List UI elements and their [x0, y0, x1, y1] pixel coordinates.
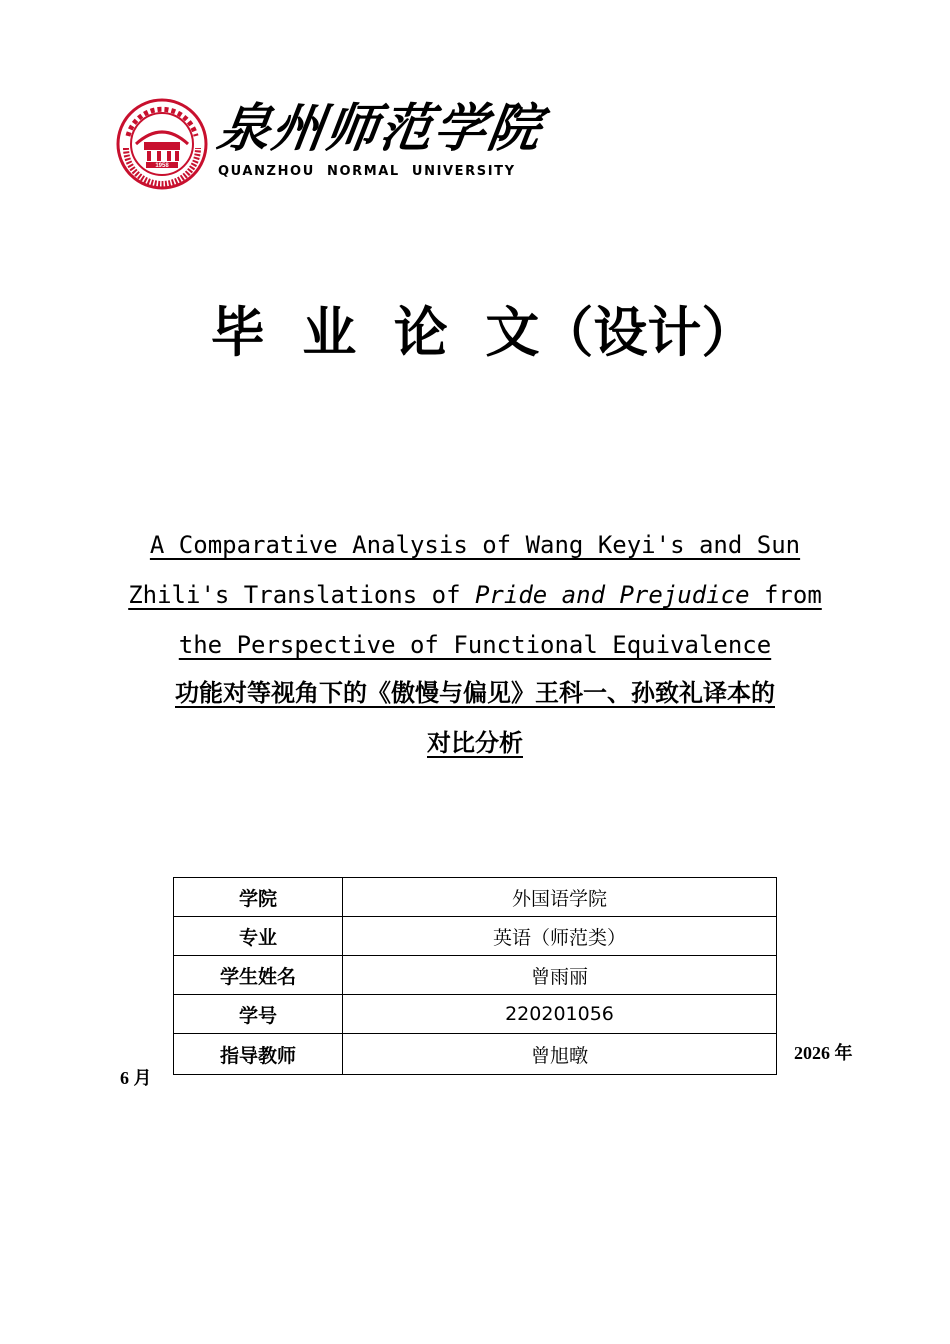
student-info-table: [173, 877, 777, 1075]
english-title-line-1: A Comparative Analysis of Wang Keyi's and Sun: [149, 531, 801, 559]
chinese-title-line-2: 对比分析: [427, 729, 523, 757]
advisor-value: 曾旭暾: [343, 1034, 777, 1075]
table-row: [174, 956, 777, 995]
date-year: 2026 年: [794, 1043, 853, 1063]
university-seal-logo: [116, 98, 208, 190]
english-title-line-3: the Perspective of Functional Equivalence: [178, 631, 772, 659]
english-title-line-2-end: from: [749, 581, 822, 609]
table-row: [174, 1034, 777, 1075]
date-month: 6 月: [120, 1068, 152, 1088]
chinese-thesis-title: [60, 668, 890, 768]
student-id-value: 220201056: [343, 995, 777, 1034]
english-thesis-title: [60, 520, 890, 670]
advisor-label: 指导教师: [174, 1034, 343, 1075]
english-title-line-2-start: Zhili's Translations of: [128, 581, 475, 609]
college-value: 外国语学院: [343, 878, 777, 917]
table-row: [174, 995, 777, 1034]
student-name-value: 曾雨丽: [343, 956, 777, 995]
english-title-line-2: [60, 570, 890, 620]
chinese-title-line-1: 功能对等视角下的《傲慢与偏见》王科一、孙致礼译本的: [175, 679, 775, 707]
student-id-label: 学号: [174, 995, 343, 1034]
major-value: 英语（师范类）: [343, 917, 777, 956]
university-name-en: QUANZHOU NORMAL UNIVERSITY: [218, 164, 516, 179]
table-row: [174, 878, 777, 917]
book-title-italic: Pride and Prejudice: [474, 581, 750, 609]
table-row: [174, 917, 777, 956]
document-title: 毕 业 论 文（设计）: [210, 301, 756, 364]
major-label: 专业: [174, 917, 343, 956]
seal-year: 1958: [155, 163, 169, 169]
college-label: 学院: [174, 878, 343, 917]
university-name-cn: 泉州师范学院: [213, 98, 547, 159]
student-name-label: 学生姓名: [174, 956, 343, 995]
